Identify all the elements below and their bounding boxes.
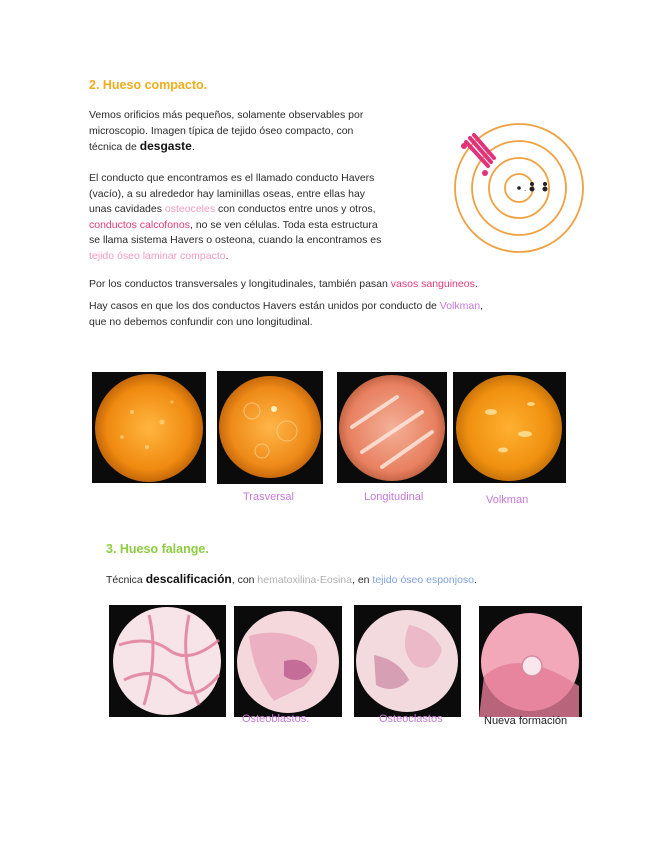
section-heading-hueso-falange: 3. Hueso falange. [106,542,209,556]
text-fragment: , con [231,574,258,586]
text-fragment: Hay casos en que los dos conductos Havers están unidos por conducto de [89,300,440,312]
micrograph-longitudinal [337,372,447,483]
term-hematoxilina-eosina: hematoxilina-Eosina [257,574,352,586]
caption-osteoblastos: Osteoblastos. [242,713,310,725]
paragraph-vasos [89,277,478,293]
paragraph-volkman [89,299,483,330]
text-line: microscopio. Imagen típica de tejido óseo compacto, con [89,124,354,137]
micrograph-falange-1 [109,605,226,717]
text-line: (vacío), a su alrededor hay laminillas oseas, entre ellas hay [89,187,366,200]
text-fragment: . [191,141,195,153]
micrograph-volkman [453,372,566,483]
term-tejido-oseo-laminar: tejido óseo laminar compacto [89,249,226,262]
bold-term-desgaste: desgaste [139,139,192,153]
text-line: se llama sistema Havers o osteona, cuando la encontramos es [89,234,382,246]
micrograph-trasversal [217,371,323,484]
text-fragment: Por los conductos transversales y longitudinales, también pasan [89,278,391,290]
term-osteoceles: osteoceles [164,203,216,215]
text-line [89,139,363,156]
text-fragment: . [474,278,478,290]
text-fragment: con conductos entre unos y otros, [215,203,376,215]
text-fragment: unas cavidades [89,203,165,215]
text-fragment: , en [351,574,373,586]
caption-trasversal: Trasversal [243,491,294,503]
bold-term-descalificacion: descalificación [145,572,232,586]
micrograph-nueva-formacion [479,606,582,717]
micrograph-osteoclastos [354,605,461,717]
text-fragment: . [474,574,477,586]
micrograph-osteoblastos [234,606,342,717]
svg-text:.: . [524,184,527,193]
caption-volkman: Volkman [486,494,529,506]
text-line: Vemos orificios más pequeños, solamente observables por [89,109,364,121]
caption-osteoclastos: Osteoclastos [379,713,443,725]
paragraph-tecnica [106,572,477,589]
text-fragment: Técnica [106,574,146,586]
term-vasos-sanguineos: vasos sanguineos [390,278,475,290]
text-fragment: . [225,249,229,262]
paragraph-intro [89,108,363,156]
term-tejido-oseo-esponjoso: tejido óseo esponjoso [372,574,474,586]
text-line [89,249,381,265]
section-heading-hueso-compacto: 2. Hueso compacto. [89,78,208,92]
text-line [89,299,483,315]
term-conductos-calcofonos: conductos calcofonos [89,218,190,231]
text-line: que no debemos confundir con uno longitudinal. [89,315,313,328]
text-fragment: , no se ven células. Toda esta estructura [189,218,378,231]
text-line [89,202,381,218]
caption-nueva-formacion: Nueva formación [484,715,568,727]
text-line: El conducto que encontramos es el llamado conducto Havers [89,172,375,184]
micrograph-compact-1 [92,372,206,483]
caption-longitudinal: Longitudinal [364,491,424,503]
term-volkman: Volkman [439,300,481,312]
paragraph-havers [89,171,381,264]
text-fragment: técnica de [89,141,140,153]
havers-system-diagram [444,118,594,258]
text-line [89,218,381,234]
text-fragment: , [480,300,483,312]
